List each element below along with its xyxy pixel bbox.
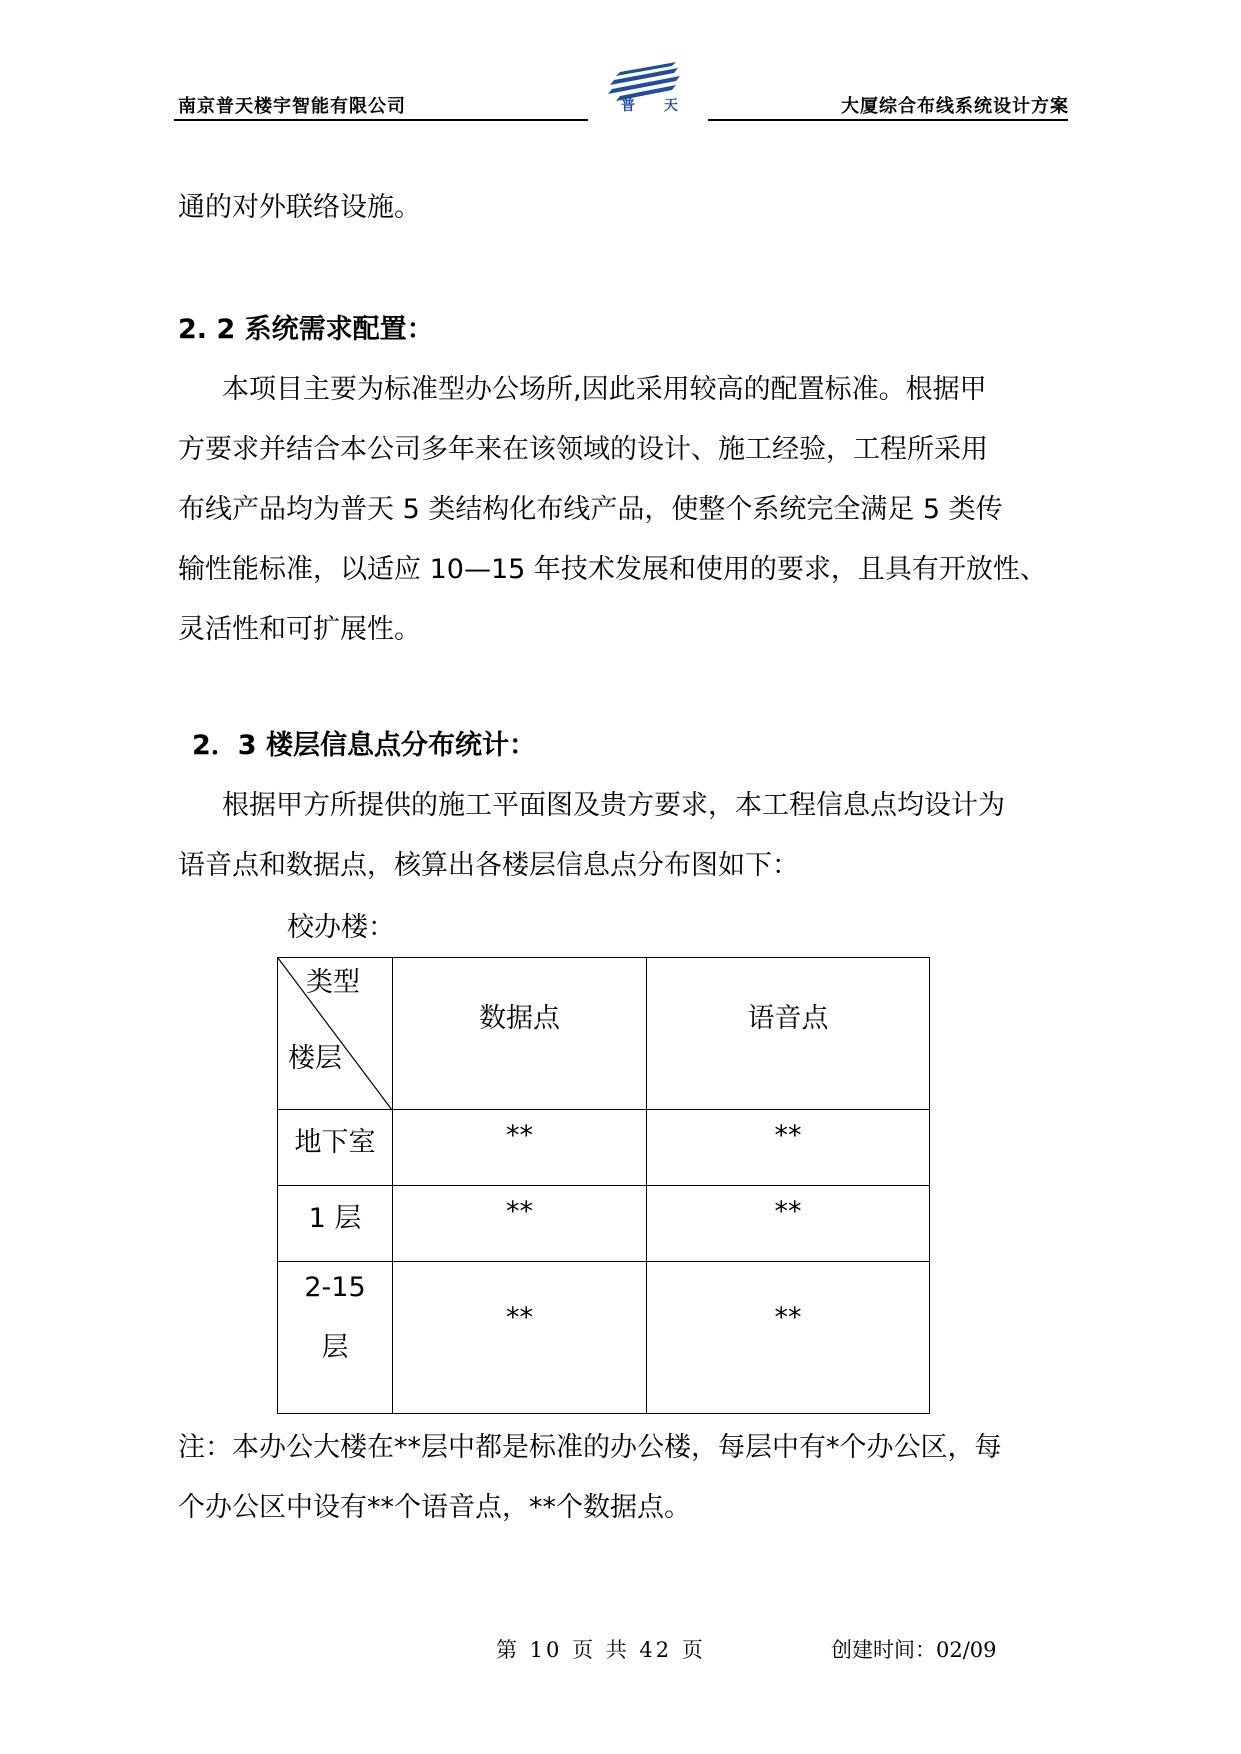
section-2-3-heading: 2．3 楼层信息点分布统计： bbox=[192, 730, 536, 761]
corner-label-type: 类型 bbox=[306, 967, 360, 998]
table-caption: 校办楼： bbox=[287, 912, 395, 943]
table-header-row bbox=[278, 958, 930, 1110]
data-cell bbox=[393, 1110, 647, 1186]
floor-cell bbox=[278, 1262, 393, 1414]
floor-label: 1 层 bbox=[308, 1203, 362, 1234]
floor-cell bbox=[278, 1110, 393, 1186]
table-note-line: 个办公区中设有**个语音点，**个数据点。 bbox=[178, 1492, 691, 1523]
column-header-data-label: 数据点 bbox=[479, 1003, 560, 1034]
section-2-3-line: 语音点和数据点，核算出各楼层信息点分布图如下： bbox=[178, 850, 799, 881]
section-2-3-line: 根据甲方所提供的施工平面图及贵方要求，本工程信息点均设计为 bbox=[222, 790, 1005, 821]
floor-label: 2-15 bbox=[304, 1272, 366, 1303]
voice-cell bbox=[647, 1110, 930, 1186]
paragraph-continuation: 通的对外联络设施。 bbox=[178, 192, 421, 223]
voice-cell bbox=[647, 1186, 930, 1262]
voice-cell bbox=[647, 1262, 930, 1414]
section-2-2-line: 本项目主要为标准型办公场所,因此采用较高的配置标准。根据甲 bbox=[222, 374, 987, 405]
section-2-2-line: 输性能标准，以适应 10—15 年技术发展和使用的要求，且具有开放性、 bbox=[178, 554, 1047, 585]
floor-points-table bbox=[277, 957, 930, 1414]
voice-value: ** bbox=[774, 1120, 802, 1151]
floor-label-continued: 层 bbox=[321, 1332, 349, 1363]
footer-page-number: 第 10 页 共 42 页 bbox=[496, 1638, 706, 1662]
data-value: ** bbox=[506, 1302, 533, 1333]
section-2-2-line: 布线产品均为普天 5 类结构化布线产品，使整个系统完全满足 5 类传 bbox=[178, 494, 1003, 525]
data-value: ** bbox=[506, 1196, 533, 1227]
column-header-data bbox=[393, 958, 647, 1110]
table-row bbox=[278, 1110, 930, 1186]
logo-text: 普 天 bbox=[621, 98, 690, 114]
voice-value: ** bbox=[774, 1302, 802, 1333]
header-doc-title: 大厦综合布线系统设计方案 bbox=[841, 96, 1069, 117]
data-cell bbox=[393, 1186, 647, 1262]
voice-value: ** bbox=[774, 1196, 802, 1227]
footer-created-time: 创建时间：02/09 bbox=[831, 1638, 997, 1662]
floor-label: 地下室 bbox=[294, 1127, 376, 1158]
column-header-voice-label: 语音点 bbox=[747, 1003, 829, 1034]
corner-label-floor: 楼层 bbox=[288, 1043, 342, 1074]
data-cell bbox=[393, 1262, 647, 1414]
table-corner-cell bbox=[278, 958, 393, 1110]
section-2-2-line: 灵活性和可扩展性。 bbox=[178, 614, 421, 645]
section-2-2-line: 方要求并结合本公司多年来在该领域的设计、施工经验，工程所采用 bbox=[178, 434, 988, 465]
table-row bbox=[278, 1262, 930, 1414]
table-note-line: 注：本办公大楼在**层中都是标准的办公楼，每层中有*个办公区，每 bbox=[178, 1432, 1002, 1463]
data-value: ** bbox=[506, 1120, 533, 1151]
header-company: 南京普天楼宇智能有限公司 bbox=[178, 96, 406, 117]
header-divider-right bbox=[708, 119, 1068, 121]
section-2-2-heading: 2. 2 系统需求配置： bbox=[178, 314, 434, 345]
header-divider-left bbox=[174, 119, 588, 121]
table-row bbox=[278, 1186, 930, 1262]
floor-cell bbox=[278, 1186, 393, 1262]
column-header-voice bbox=[647, 958, 930, 1110]
